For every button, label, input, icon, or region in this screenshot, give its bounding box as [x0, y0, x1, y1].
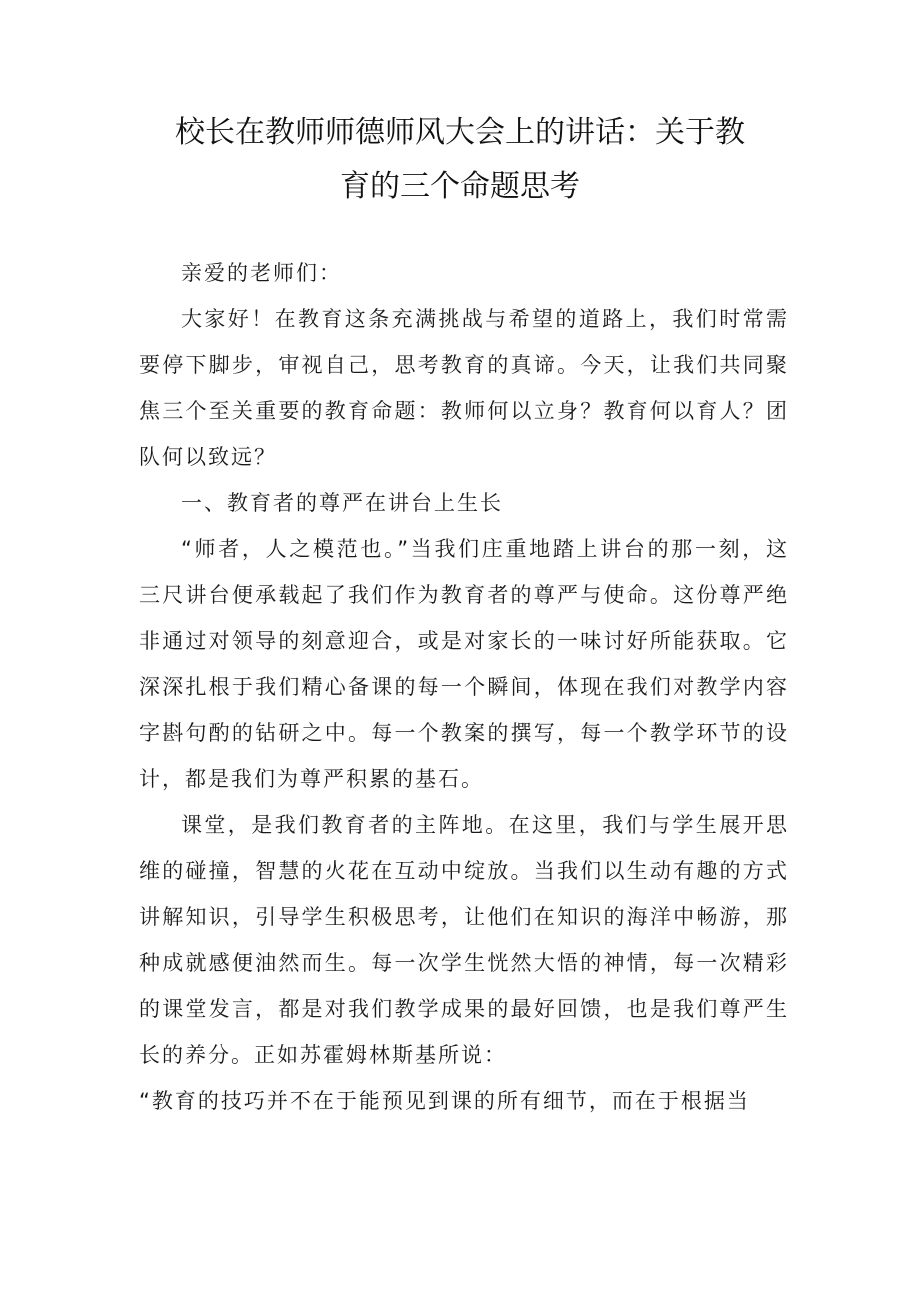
paragraph-dignity: “师者，人之模范也。”当我们庄重地踏上讲台的那一刻，这三尺讲台便承载起了我们作为教育者的尊严与使命。这份尊严绝非通过对领导的刻意迎合，或是对家长的一味讨好所能获取。它深深扎根于我们精心备课的每一个瞬间，体现在我们对教学内容字斟句酌的钻研之中。每一个教案的撰写，每一个教学环节的设计，都是我们为尊严积累的基石。 — [139, 537, 789, 791]
document-body — [139, 250, 789, 1124]
paragraph-greeting: 大家好！在教育这条充满挑战与希望的道路上，我们时常需要停下脚步，审视自己，思考教育的真谛。今天，让我们共同聚焦三个至关重要的教育命题：教师何以立身？教育何以育人？团队何以致远？ — [139, 307, 789, 469]
title-line-1: 校长在教师师德师风大会上的讲话：关于教 — [175, 115, 745, 150]
salutation: 亲爱的老师们： — [181, 261, 342, 285]
document-title — [0, 106, 920, 214]
paragraph-quote: “教育的技巧并不在于能预见到课的所有细节，而在于根据当 — [139, 1089, 750, 1113]
section-heading-1: 一、教育者的尊严在讲台上生长 — [181, 491, 503, 515]
paragraph-classroom: 课堂，是我们教育者的主阵地。在这里，我们与学生展开思维的碰撞，智慧的火花在互动中绽放。当我们以生动有趣的方式讲解知识，引导学生积极思考，让他们在知识的海洋中畅游，那种成就感便油然而生。每一次学生恍然大悟的神情，每一次精彩的课堂发言，都是对我们教学成果的最好回馈，也是我们尊严生长的养分。正如苏霍姆林斯基所说： — [139, 813, 789, 1067]
title-line-2: 育的三个命题思考 — [340, 169, 580, 204]
